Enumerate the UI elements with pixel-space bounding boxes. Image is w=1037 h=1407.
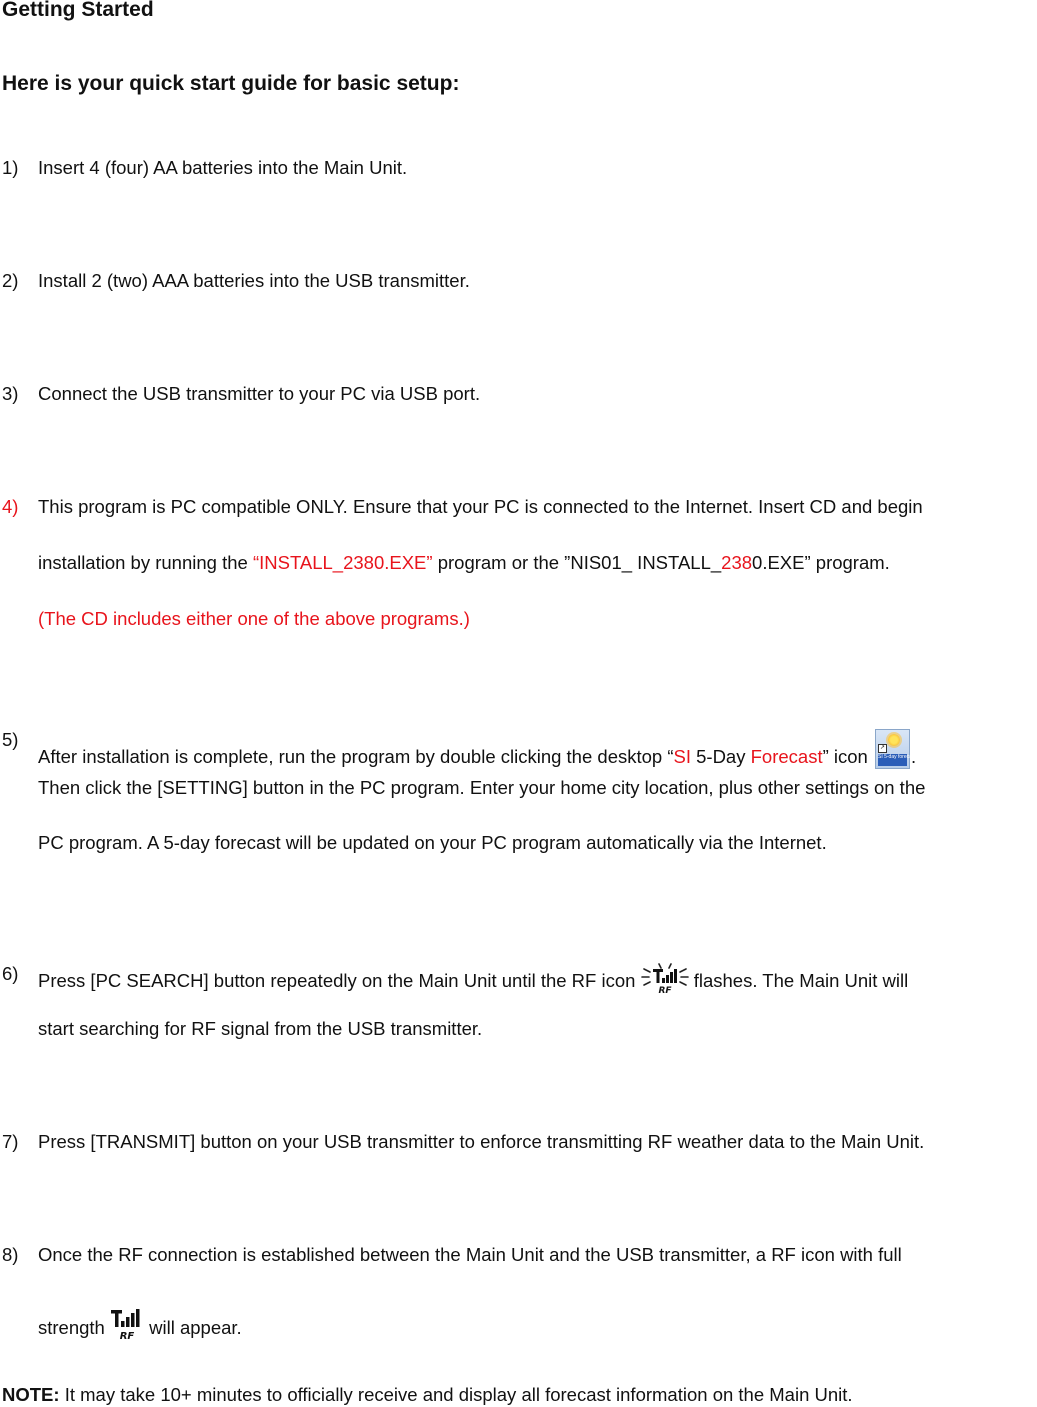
step-number: 1) [2,157,19,178]
shortcut-arrow-icon: ↗ [879,745,885,751]
text-segment: 0.EXE” program. [752,552,890,573]
text-segment: . [910,746,917,767]
highlight-text: 238 [721,552,753,573]
step-text-line-1 [38,729,916,769]
step-text: Connect the USB transmitter to your PC via USB port. [38,383,481,404]
step-note-red: (The CD includes either one of the above programs.) [38,608,470,629]
step-text-line-2: Then click the [SETTING] button in the PC program. Enter your home city location, plus other settings on the [38,777,926,798]
note-label: NOTE: [2,1384,60,1405]
sun-icon [888,734,900,746]
step-number: 3) [2,383,19,404]
step-text-line-2 [38,552,890,574]
highlight-text: Forecast [750,746,823,767]
note [2,1384,853,1406]
step-number: 6) [2,963,19,984]
icon-label: SI 5-day forecast [878,754,907,766]
page-title: Getting Started [2,0,154,21]
step-text-line-2: start searching for RF signal from the USB transmitter. [38,1018,483,1039]
text-segment: program or the ”NIS01_ INSTALL_ [432,552,722,573]
text-segment: After installation is complete, run the program by double clicking the desktop “ [38,746,674,767]
step-number: 5) [2,729,19,750]
step-text-line-3: PC program. A 5-day forecast will be updated on your PC program automatically via the Internet. [38,832,827,853]
text-segment: 5-Day [690,746,751,767]
text-segment: flashes. The Main Unit will [688,970,909,991]
text-segment: installation by running the [38,552,253,573]
step-text: Press [TRANSMIT] button on your USB transmitter to enforce transmitting RF weather data to the Main Unit. [38,1131,925,1152]
step-text-line-1: This program is PC compatible ONLY. Ensure that your PC is connected to the Internet. Insert CD and begin [38,496,923,517]
text-segment: will appear. [144,1317,242,1338]
svg-text:RF: RF [658,986,672,995]
step-text: Insert 4 (four) AA batteries into the Main Unit. [38,157,408,178]
svg-text:RF: RF [119,1331,135,1342]
page-subtitle: Here is your quick start guide for basic setup: [2,72,460,95]
text-segment: Press [PC SEARCH] button repeatedly on the Main Unit until the RF icon [38,970,641,991]
note-text: It may take 10+ minutes to officially receive and display all forecast information on the Main Unit. [59,1384,853,1405]
step-number: 2) [2,270,19,291]
rf-flashing-icon [641,963,689,1000]
install-exe-name: “INSTALL_2380.EXE” [252,552,433,573]
step-number: 4) [2,496,19,517]
step-text-line-1 [38,963,908,1000]
rf-full-strength-icon [110,1308,144,1347]
desktop-forecast-icon [875,729,916,769]
step-number: 7) [2,1131,19,1152]
text-segment: strength [38,1317,110,1338]
highlight-text: SI [673,746,691,767]
text-segment: ” icon [822,746,873,767]
step-number: 8) [2,1244,19,1265]
step-text-line-2 [38,1308,242,1347]
step-text-line-1: Once the RF connection is established between the Main Unit and the USB transmitter, a RF icon with full [38,1244,902,1265]
step-text: Install 2 (two) AAA batteries into the USB transmitter. [38,270,470,291]
